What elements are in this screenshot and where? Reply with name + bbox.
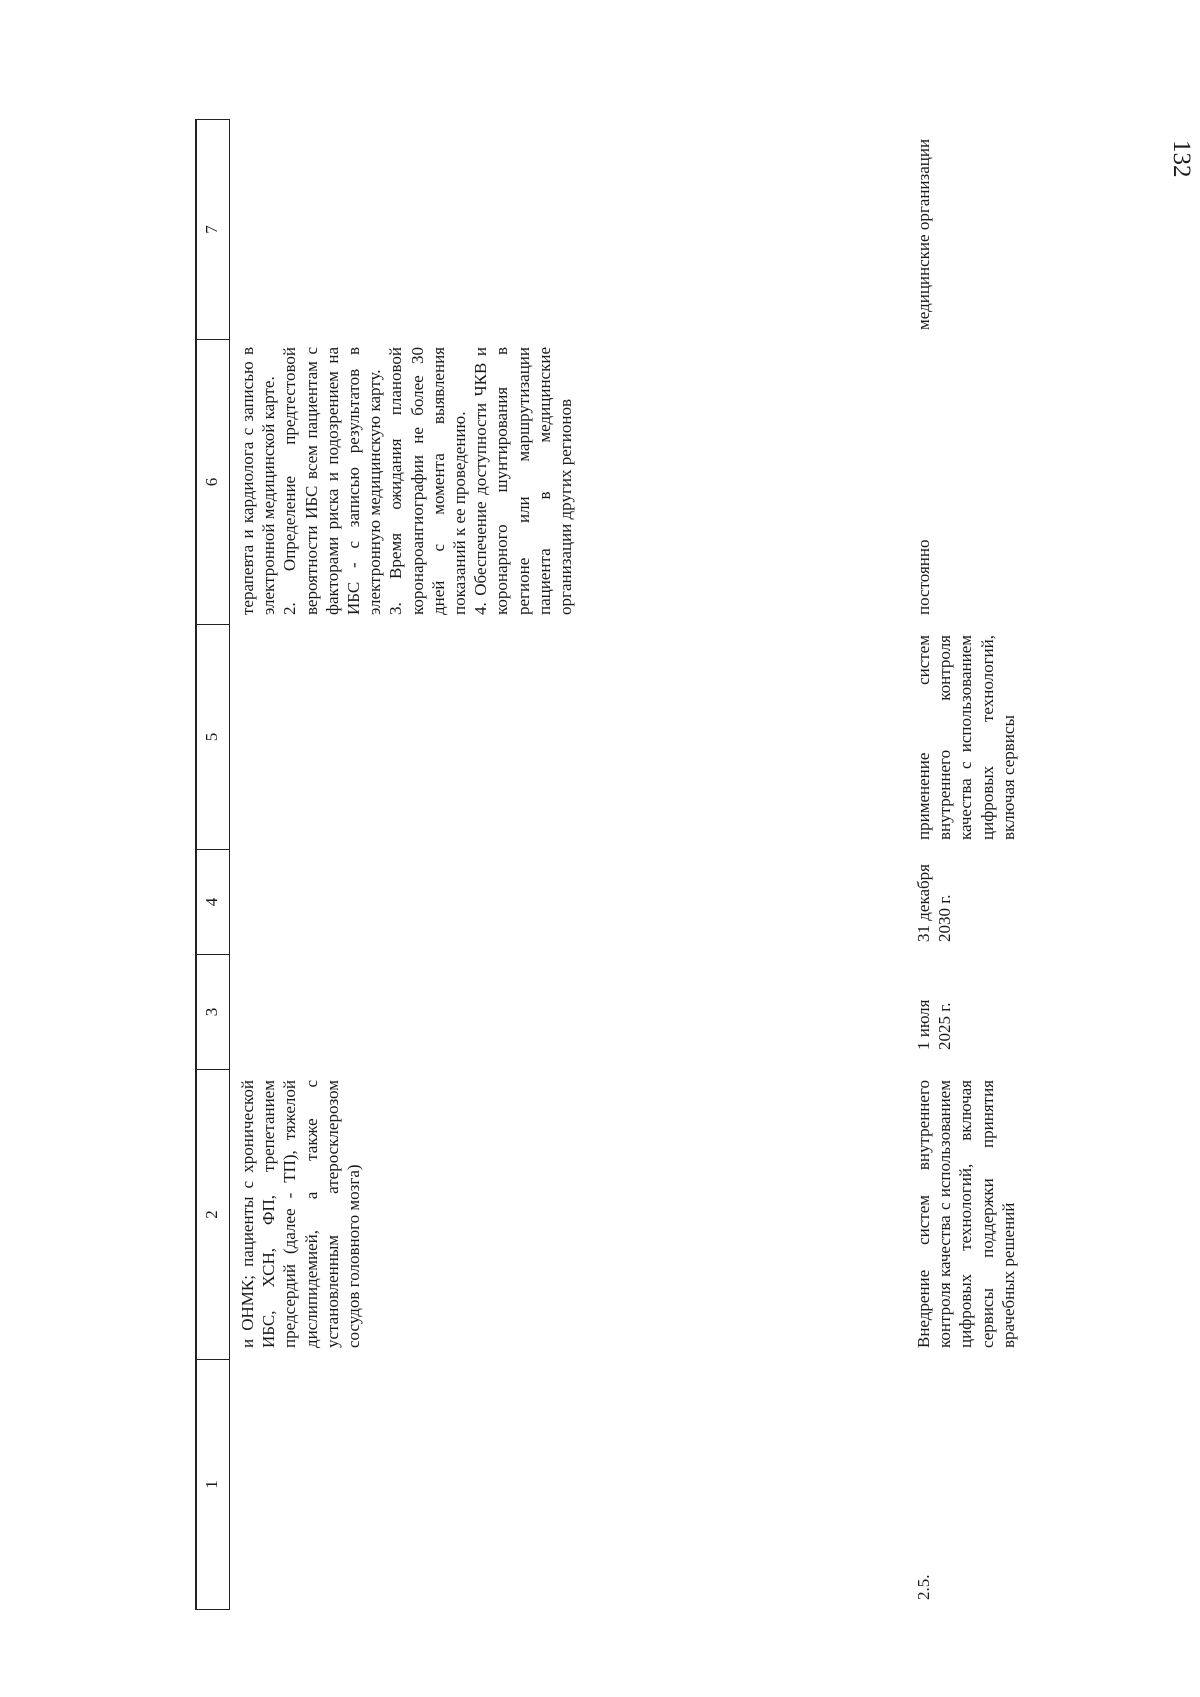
- row-2-5-col6: постоянно: [914, 539, 933, 615]
- row-2-5-col3: 1 июля 2025 г.: [914, 999, 955, 1050]
- header-col-3: 3: [197, 954, 229, 1069]
- page-number: 132: [1168, 140, 1195, 178]
- row-2-5-col5: применение систем внутреннего контроля качества с использованием цифровых технологий, включая сервисы: [914, 635, 1018, 840]
- header-col-7: 7: [197, 119, 229, 339]
- header-col-2: 2: [197, 1069, 229, 1359]
- col6-item-2: 2. Определение предтестовой вероятности ИБС всем пациентам с факторами риска и подозрением на ИБС - с записью результатов в электронную медицинскую карту.: [280, 347, 385, 615]
- table-header-row: [195, 119, 230, 1610]
- header-col-4: 4: [197, 849, 229, 954]
- rotated-table: [195, 120, 1115, 1610]
- header-col-5: 5: [197, 624, 229, 849]
- row-2-5-number: 2.5.: [914, 1574, 933, 1600]
- header-col-1: 1: [197, 1359, 229, 1609]
- row-2-5-col2: Внедрение систем внутреннего контроля качества с использованием цифровых технологий, включая сервисы поддержки принятия врачебных решений: [914, 1080, 1018, 1348]
- header-col-6: 6: [197, 339, 229, 624]
- continuation-col2: и ОНМК; пациенты с хронической ИБС, ХСН, ФП, трепетанием предсердий (далее - ТП), тяжелой дислипидемией, а также с установленным атеросклерозом сосудов головного мозга): [238, 1080, 364, 1348]
- col6-item-3: 3. Время ожидания плановой коронароангиографии не более 30 дней с момента выявления показаний к ее проведению.: [386, 347, 470, 615]
- row-2-5-col4: 31 декабря 2030 г.: [914, 864, 955, 942]
- row-2-5-col7: медицинские организации: [914, 138, 933, 330]
- continuation-col6: [237, 347, 576, 615]
- col6-item-4: 4. Обеспечение доступности ЧКВ и коронарного шунтирования в регионе или маршрутизации пациента в медицинские организации других регионов: [471, 347, 576, 615]
- col6-item-1: терапевта и кардиолога с записью в электронной медицинской карте.: [238, 347, 279, 615]
